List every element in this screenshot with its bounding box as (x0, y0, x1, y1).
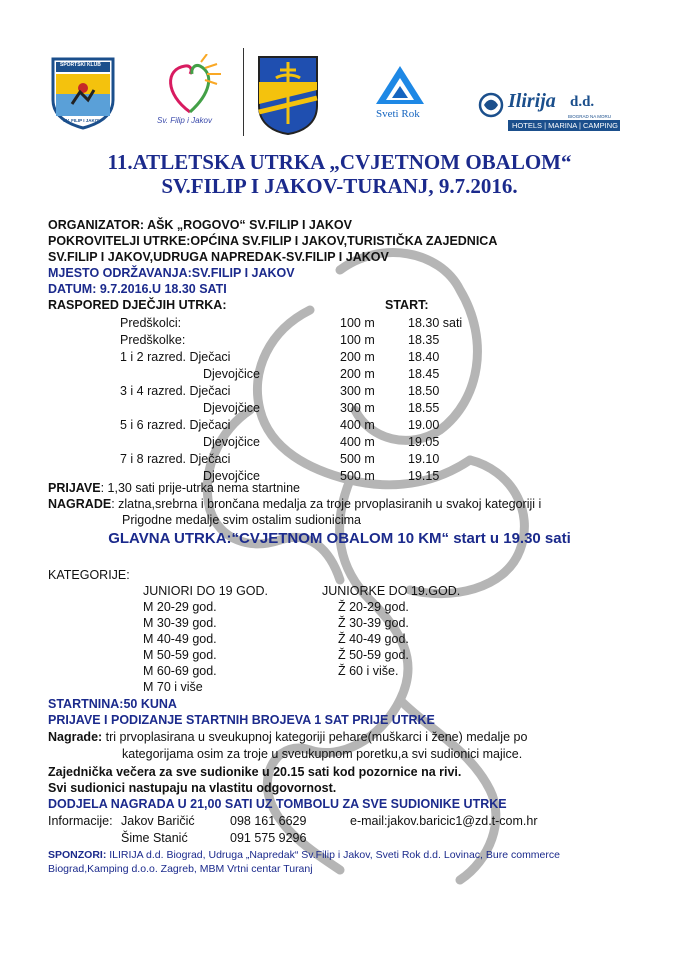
schedule-start: 18.40 (408, 350, 440, 364)
schedule-group: 1 i 2 razred. Dječaci (120, 350, 231, 364)
schedule-group: Djevojčice (203, 367, 260, 381)
patrons-line2: SV.FILIP I JAKOV,UDRUGA NAPREDAK-SV.FILIP I JAKOV (48, 250, 389, 264)
schedule-distance: 300 m (340, 401, 375, 415)
sv-filip-tourism-logo (155, 54, 225, 130)
category-women-item: Ž 20-29 god. (338, 600, 409, 614)
date-line: DATUM: 9.7.2016.U 18.30 SATI (48, 282, 227, 296)
schedule-group: 7 i 8 razred. Dječaci (120, 452, 231, 466)
schedule-distance: 400 m (340, 418, 375, 432)
schedule-distance: 200 m (340, 367, 375, 381)
category-men-item: M 20-29 god. (143, 600, 217, 614)
category-women-item: JUNIORKE DO 19.GOD. (322, 584, 461, 598)
sponsors-text1: ILIRIJA d.d. Biograd, Udruga „Napredak“ Sv.Filip i Jakov, Sveti Rok d.d. Lovinac, Bure commerce (106, 849, 560, 861)
club-crest-bottom-text: SV. FILIP I JAKOV (63, 118, 102, 123)
schedule-start: 19.10 (408, 452, 440, 466)
schedule-distance: 100 m (340, 333, 375, 347)
schedule-distance: 200 m (340, 350, 375, 364)
sponsors-line1 (48, 848, 560, 863)
schedule-distance: 500 m (340, 469, 375, 483)
contact-person1: Jakov Baričić (121, 814, 195, 828)
ilirija-small-text: BIOGRAD NA MORU (568, 114, 612, 119)
prizes-line1 (48, 497, 541, 512)
category-men-item: M 50-59 god. (143, 648, 217, 662)
logo-row (0, 40, 679, 140)
categories-label: KATEGORIJE: (48, 568, 130, 582)
schedule-start: 19.00 (408, 418, 440, 432)
contact-phone1[interactable]: 098 161 6629 (230, 814, 307, 828)
ilirija-name: Ilirija (508, 90, 556, 112)
dinner-line: Zajednička večera za sve sudionike u 20.15 sati kod pozornice na rivi. (48, 765, 462, 779)
schedule-group: Djevojčice (203, 435, 260, 449)
schedule-group: Predškolci: (120, 316, 182, 330)
sponsors-label: SPONZORI: (48, 849, 107, 861)
prizes-label: NAGRADE (48, 497, 112, 511)
category-women-item: Ž 50-59 god. (338, 648, 409, 662)
organizer-line: ORGANIZATOR: AŠK „ROGOVO“ SV.FILIP I JAKOV (48, 218, 352, 232)
contact-email[interactable]: e-mail:jakov.baricic1@zd.t-com.hr (350, 814, 538, 828)
awards-line1 (48, 730, 527, 745)
patrons-line1: POKROVITELJI UTRKE:OPĆINA SV.FILIP I JAKOV,TURISTIČKA ZAJEDNICA (48, 234, 498, 248)
category-men-item: M 60-69 god. (143, 664, 217, 678)
schedule-group: Djevojčice (203, 401, 260, 415)
category-women-item: Ž 30-39 god. (338, 616, 409, 630)
coat-of-arms-logo (256, 54, 320, 136)
event-title-line1: 11.ATLETSKA UTRKA „CVJETNOM OBALOM“ (107, 150, 572, 174)
schedule-group: Djevojčice (203, 469, 260, 483)
registration-text: : 1,30 sati prije-utrka nema startnine (100, 481, 300, 495)
logo-separator (243, 48, 244, 136)
schedule-start: 18.45 (408, 367, 440, 381)
schedule-distance: 300 m (340, 384, 375, 398)
schedule-start: 18.55 (408, 401, 440, 415)
fee-line: STARTNINA:50 KUNA (48, 697, 177, 711)
sponsors-line2: Biograd,Kamping d.o.o. Zagreb, MBM Vrtni centar Turanj (48, 863, 313, 875)
schedule-start: 18.35 (408, 333, 440, 347)
prizes-line2: Prigodne medalje svim ostalim sudionicima (122, 513, 361, 527)
prizes-text1: : zlatna,srebrna i brončana medalja za troje prvoplasiranih u svakoj kategoriji i (111, 497, 542, 511)
club-crest-logo (50, 56, 116, 130)
start-header: START: (385, 298, 429, 312)
category-women-item: Ž 60 i više. (338, 664, 399, 678)
registration-line (48, 481, 300, 496)
schedule-distance: 100 m (340, 316, 375, 330)
category-men-item: M 30-39 god. (143, 616, 217, 630)
venue-line: MJESTO ODRŽAVANJA:SV.FILIP I JAKOV (48, 266, 295, 280)
pickup-line: PRIJAVE I PODIZANJE STARTNIH BROJEVA 1 SAT PRIJE UTRKE (48, 713, 435, 727)
schedule-header: RASPORED DJEČJIH UTRKA: (48, 298, 227, 312)
contact-phone2[interactable]: 091 575 9296 (230, 831, 307, 845)
schedule-start: 18.30 sati (408, 316, 463, 330)
sveti-rok-logo (372, 64, 428, 126)
main-race-heading: GLAVNA UTRKA:“CVJETNOM OBALOM 10 KM“ start u 19.30 sati (108, 530, 571, 547)
registration-label: PRIJAVE (48, 481, 101, 495)
ilirija-tagline: HOTELS | MARINA | CAMPING (512, 121, 618, 130)
sveti-rok-text: Sveti Rok (376, 108, 420, 120)
category-women-item: Ž 40-49 god. (338, 632, 409, 646)
responsibility-line: Svi sudionici nastupaju na vlastitu odgovornost. (48, 781, 337, 795)
ilirija-logo (478, 90, 628, 140)
schedule-distance: 500 m (340, 452, 375, 466)
category-men-item: M 70 i više (143, 680, 203, 694)
ceremony-line: DODJELA NAGRADA U 21,00 SATI UZ TOMBOLU ZA SVE SUDIONIKE UTRKE (48, 797, 507, 811)
schedule-start: 18.50 (408, 384, 440, 398)
schedule-group: 5 i 6 razred. Dječaci (120, 418, 231, 432)
schedule-distance: 400 m (340, 435, 375, 449)
club-crest-top-text: ŠPORTSKI KLUB (60, 62, 101, 68)
contact-label: Informacije: (48, 814, 113, 828)
awards-line2: kategorijama osim za troje u sveukupnom poretku,a svi sudionici majice. (122, 747, 523, 761)
awards-label: Nagrade: (48, 730, 103, 744)
schedule-group: Predškolke: (120, 333, 186, 347)
awards-text1: tri prvoplasirana u sveukupnoj kategoriji pehare(muškarci i žene) medalje po (102, 730, 528, 744)
ilirija-suffix: d.d. (570, 94, 595, 110)
schedule-group: 3 i 4 razred. Dječaci (120, 384, 231, 398)
category-men-item: JUNIORI DO 19 GOD. (143, 584, 269, 598)
sv-filip-logo-text: Sv. Filip i Jakov (157, 116, 212, 125)
schedule-start: 19.05 (408, 435, 440, 449)
contact-person2: Šime Stanić (121, 831, 188, 845)
schedule-start: 19.15 (408, 469, 440, 483)
event-title-line2: SV.FILIP I JAKOV-TURANJ, 9.7.2016. (161, 174, 518, 198)
category-men-item: M 40-49 god. (143, 632, 217, 646)
